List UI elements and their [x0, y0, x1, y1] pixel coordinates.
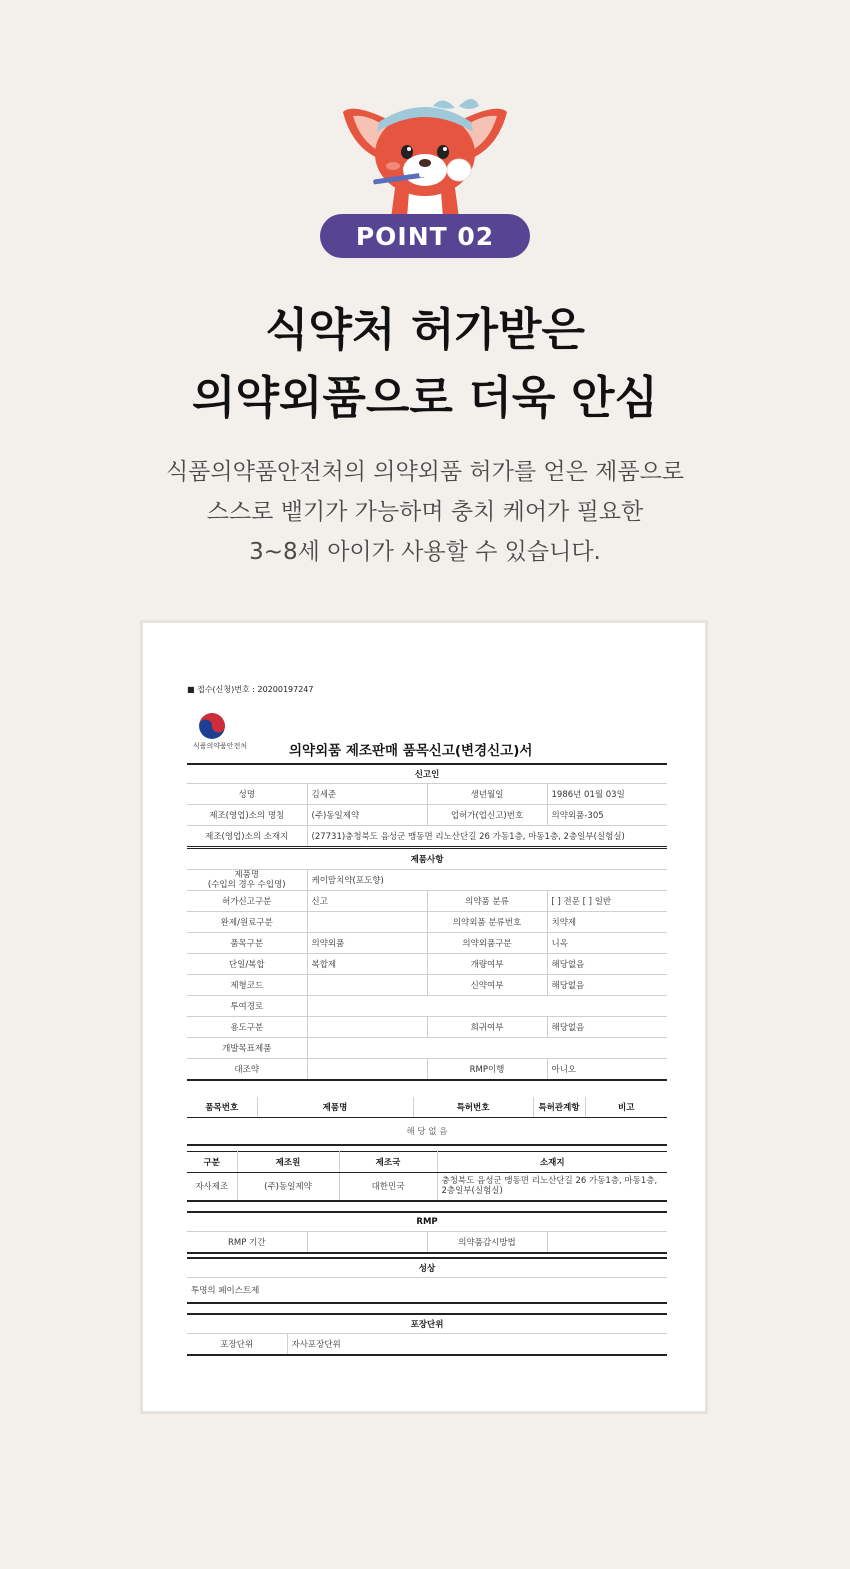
- manufacturer-table: [187, 1151, 667, 1202]
- product-name-label-2: (수입의 경우 수입명): [207, 880, 286, 890]
- headline-line-1: 식약처 허가받은: [265, 303, 585, 356]
- packaging-value: 자사포장단위: [287, 1334, 667, 1356]
- company-value: (주)동일제약: [307, 805, 427, 826]
- use-label: 용도구분: [187, 1017, 307, 1038]
- item-value: 의약외품: [307, 933, 427, 954]
- form-label: 제형코드: [187, 975, 307, 996]
- item-label: 품목구분: [187, 933, 307, 954]
- patent-col-item-no: 품목번호: [187, 1097, 257, 1118]
- description-line-1: 식품의약품안전처의 의약외품 허가를 얻은 제품으로: [165, 459, 685, 485]
- appearance-value: 투명의 페이스트제: [187, 1278, 667, 1304]
- target-label: 개발목표제품: [187, 1038, 307, 1059]
- class-no-label: 의약외품 분류번호: [427, 912, 547, 933]
- product-header: 제품사항: [187, 848, 667, 870]
- description: [0, 452, 850, 572]
- birth-label: 생년월일: [427, 784, 547, 805]
- patent-empty: 해 당 없 음: [187, 1118, 667, 1146]
- control-value: [307, 1059, 427, 1081]
- quasi-value: 니옥: [547, 933, 667, 954]
- form-value: [307, 975, 427, 996]
- point-badge: POINT 02: [320, 214, 530, 258]
- applicant-header: 신고인: [187, 764, 667, 784]
- name-value: 김세준: [307, 784, 427, 805]
- agency-name: 식품의약품안전처: [193, 742, 248, 750]
- new-label: 신약여부: [427, 975, 547, 996]
- rmp-value: 아니오: [547, 1059, 667, 1081]
- company-label: 제조(영업)소의 명칭: [187, 805, 307, 826]
- appearance-table: [187, 1257, 667, 1304]
- rmp-table: [187, 1211, 667, 1254]
- applicant-product-table: [187, 763, 667, 1081]
- rmp-label: RMP이행: [427, 1059, 547, 1081]
- target-value: [307, 1038, 667, 1059]
- packaging-header: 포장단위: [187, 1314, 667, 1334]
- name-label: 성명: [187, 784, 307, 805]
- control-label: 대조약: [187, 1059, 307, 1081]
- rmp-method-value: [547, 1232, 667, 1254]
- rare-label: 희귀여부: [427, 1017, 547, 1038]
- packaging-label: 포장단위: [187, 1334, 287, 1356]
- mascot-illustration: [333, 92, 517, 218]
- mfr-maker: (주)동일제약: [237, 1173, 339, 1201]
- certificate-document: [140, 620, 708, 1414]
- address-value: (27731)충청북도 음성군 맹동면 리노산단길 26 가동1층, 마동1층, 2층일부(실험실): [307, 826, 667, 848]
- taegeuk-logo-icon: [199, 713, 225, 739]
- patent-table: [187, 1097, 667, 1146]
- headline-line-2: 의약외품으로 더욱 안심: [191, 371, 659, 424]
- packaging-table: [187, 1313, 667, 1356]
- class-no-value: 치약제: [547, 912, 667, 933]
- description-line-3: 3~8세 아이가 사용할 수 있습니다.: [249, 539, 601, 565]
- single-label: 단일/복합: [187, 954, 307, 975]
- mfr-col-address: 소재지: [437, 1152, 667, 1173]
- document-title: 의약외품 제조판매 품목신고(변경신고)서: [289, 743, 533, 759]
- rare-value: 해당없음: [547, 1017, 667, 1038]
- improve-label: 개량여부: [427, 954, 547, 975]
- mfr-country: 대한민국: [339, 1173, 437, 1201]
- route-label: 투여경로: [187, 996, 307, 1017]
- patent-col-relation: 특허관계항: [533, 1097, 585, 1118]
- mfr-col-country: 제조국: [339, 1152, 437, 1173]
- rmp-header: RMP: [187, 1212, 667, 1232]
- route-value: [307, 996, 667, 1017]
- single-value: 복합제: [307, 954, 427, 975]
- mfr-col-type: 구분: [187, 1152, 237, 1173]
- mfr-type: 자사제조: [187, 1173, 237, 1201]
- description-line-2: 스스로 뱉기가 가능하며 충치 케어가 필요한: [206, 499, 644, 525]
- rmp-period-label: RMP 기간: [187, 1232, 307, 1254]
- product-name-value: 케이맘치약(포도향): [307, 870, 667, 891]
- class-label: 의약품 분류: [427, 891, 547, 912]
- mfr-col-maker: 제조원: [237, 1152, 339, 1173]
- patent-col-note: 비고: [585, 1097, 667, 1118]
- finished-value: [307, 912, 427, 933]
- quasi-label: 의약외품구분: [427, 933, 547, 954]
- appearance-header: 성상: [187, 1258, 667, 1278]
- class-value: [ ] 전문 [ ] 일반: [547, 891, 667, 912]
- license-value: 의약외품-305: [547, 805, 667, 826]
- permit-label: 허가신고구분: [187, 891, 307, 912]
- improve-value: 해당없음: [547, 954, 667, 975]
- headline: [0, 296, 850, 432]
- receipt-number: ■ 접수(신청)번호 : 20200197247: [187, 685, 314, 694]
- birth-value: 1986년 01월 03일: [547, 784, 667, 805]
- rmp-period-value: [307, 1232, 427, 1254]
- license-label: 업허가(업신고)번호: [427, 805, 547, 826]
- product-name-label-1: 제품명: [234, 870, 260, 880]
- new-value: 해당없음: [547, 975, 667, 996]
- address-label: 제조(영업)소의 소재지: [187, 826, 307, 848]
- product-name-label: [187, 870, 307, 891]
- patent-col-product: 제품명: [257, 1097, 413, 1118]
- patent-col-patent-no: 특허번호: [413, 1097, 533, 1118]
- permit-value: 신고: [307, 891, 427, 912]
- finished-label: 완제/원료구분: [187, 912, 307, 933]
- rmp-method-label: 의약품감시방법: [427, 1232, 547, 1254]
- mfr-address: 충청북도 음성군 맹동면 리노산단길 26 가동1층, 마동1층, 2층일부(실험실): [437, 1173, 667, 1201]
- use-value: [307, 1017, 427, 1038]
